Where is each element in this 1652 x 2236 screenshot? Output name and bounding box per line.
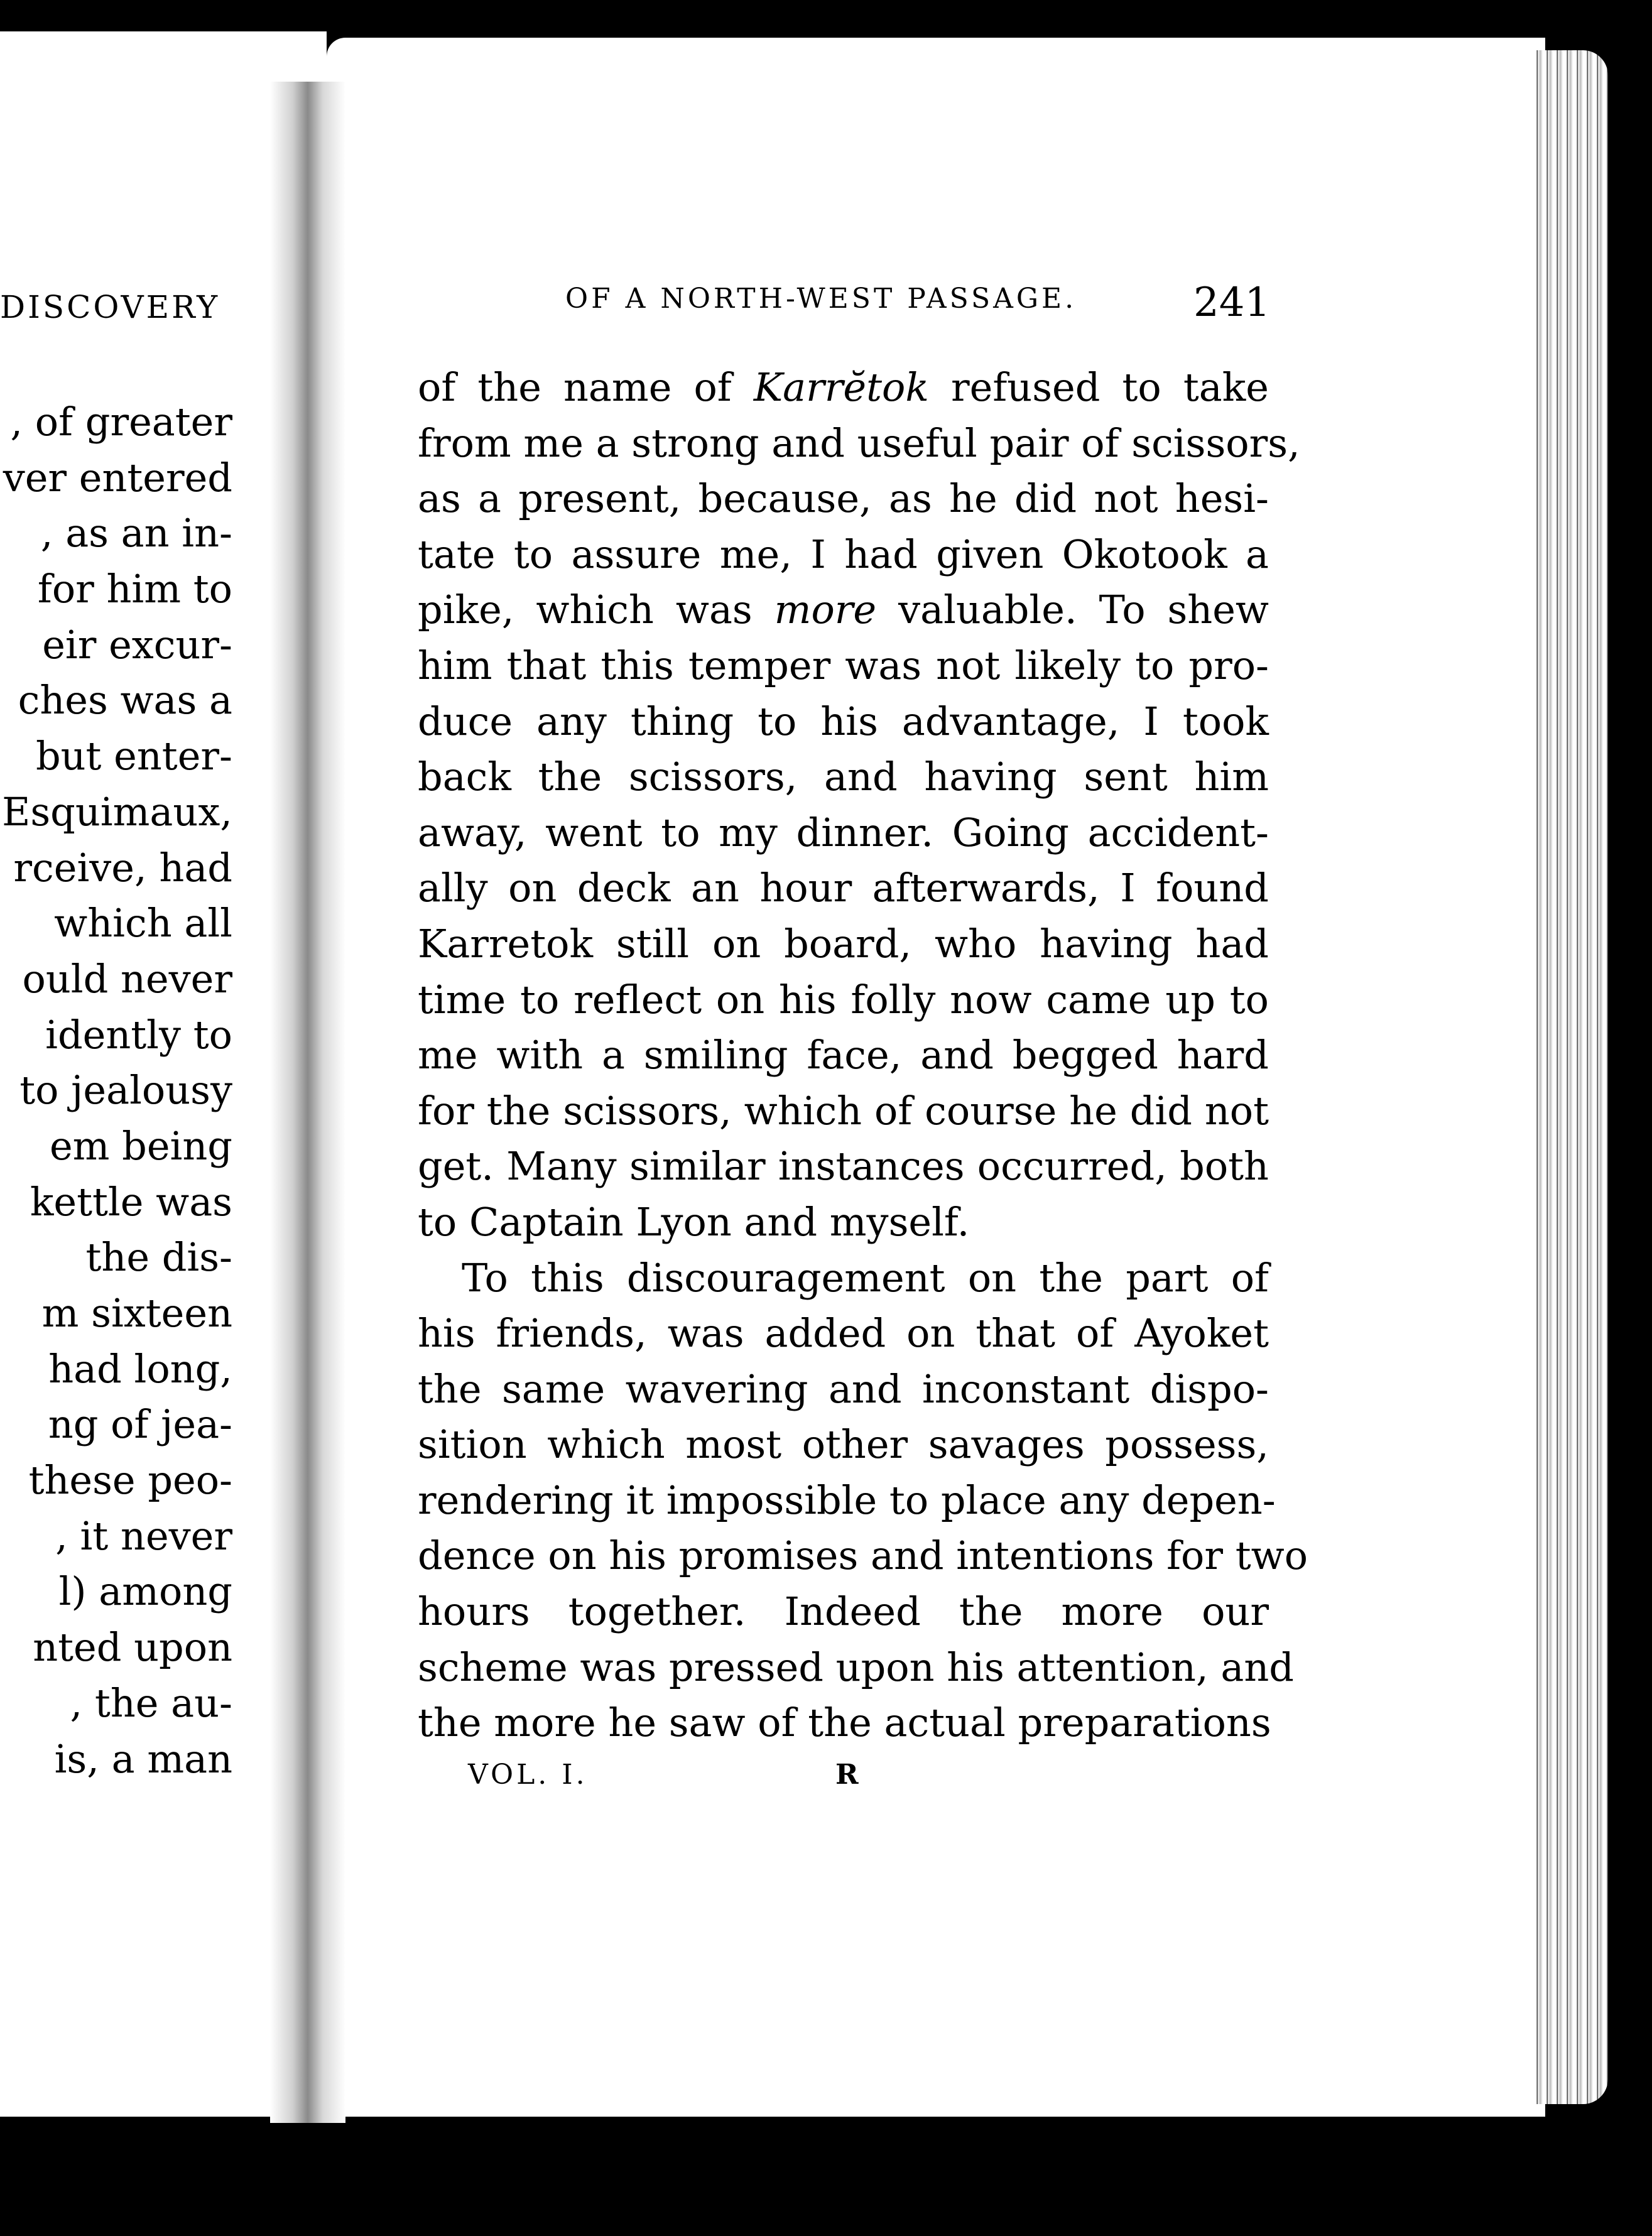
left-text-line: the dis- — [85, 1234, 232, 1281]
left-text-line: nted upon — [33, 1624, 232, 1671]
text-run: from me a strong and useful pair of scissors, — [418, 420, 1300, 466]
text-line — [418, 694, 1269, 750]
text-line — [418, 1306, 1269, 1362]
left-text-line: ches was a — [18, 677, 232, 724]
text-run: of the name of — [418, 364, 754, 410]
text-line — [418, 1584, 1269, 1640]
text-line — [418, 860, 1269, 916]
left-text-line: for him to — [37, 566, 232, 612]
text-run: him that this temper was not likely to pro- — [418, 642, 1269, 688]
left-text-line: , as an in- — [40, 510, 232, 556]
volume-signature: VOL. I. — [468, 1759, 588, 1791]
text-run: Karretok still on board, who having had — [418, 920, 1269, 967]
text-line — [418, 1251, 1269, 1306]
text-run: get. Many similar instances occurred, both — [418, 1143, 1269, 1190]
left-text-line: Esquimaux, — [2, 788, 232, 835]
left-text-line: which all — [54, 900, 232, 947]
left-text-line: eir excur- — [42, 621, 232, 668]
left-text-line: had long, — [48, 1345, 232, 1392]
text-line — [418, 1195, 1269, 1251]
text-line — [418, 1362, 1269, 1418]
left-text-line: , the au- — [70, 1680, 232, 1726]
text-run: To this discouragement on the part of — [462, 1254, 1269, 1301]
text-run: hours together. Indeed the more our — [418, 1588, 1269, 1635]
text-line — [418, 916, 1269, 972]
text-run: his friends, was added on that of Ayoket — [418, 1310, 1269, 1357]
italic-word: more — [774, 587, 877, 633]
text-run: the more he saw of the actual preparations — [418, 1700, 1271, 1746]
page-number: 241 — [1193, 280, 1271, 326]
left-text-line: rceive, had — [13, 844, 232, 891]
left-text-line: , it never — [55, 1512, 232, 1559]
left-text-line: to jealousy — [19, 1067, 232, 1114]
left-text-line: but enter- — [35, 733, 232, 779]
text-line — [418, 1083, 1269, 1139]
text-line — [418, 360, 1269, 416]
text-line — [418, 1417, 1269, 1473]
text-line — [418, 471, 1269, 527]
left-text-line: is, a man — [54, 1735, 232, 1782]
text-line — [418, 972, 1269, 1028]
text-line — [418, 805, 1269, 861]
text-line — [418, 749, 1269, 805]
book-gutter — [270, 82, 345, 2123]
left-text-line: m sixteen — [41, 1290, 232, 1336]
text-run: dence on his promises and intentions for two — [418, 1533, 1308, 1579]
text-run: as a present, because, as he did not hesi- — [418, 475, 1269, 522]
text-line — [418, 1028, 1269, 1083]
text-run: sition which most other savages possess, — [418, 1421, 1269, 1468]
text-line — [418, 527, 1269, 583]
text-line — [418, 1695, 1269, 1751]
text-run: away, went to my dinner. Going accident- — [418, 809, 1269, 855]
running-head: OF A NORTH-WEST PASSAGE. — [565, 283, 1077, 315]
left-text-line: ng of jea- — [48, 1401, 232, 1448]
left-text-column — [0, 394, 232, 1787]
text-run: valuable. To shew — [876, 587, 1269, 633]
text-line — [418, 1473, 1276, 1529]
text-line — [418, 416, 1300, 472]
left-text-line: idently to — [45, 1011, 232, 1058]
text-run: refused to take — [928, 364, 1269, 410]
left-text-line: em being — [49, 1122, 232, 1169]
text-run: time to reflect on his folly now came up to — [418, 976, 1269, 1023]
left-running-head: DISCOVERY — [0, 289, 220, 325]
text-run: me with a smiling face, and begged hard — [418, 1032, 1269, 1078]
text-run: duce any thing to his advantage, I took — [418, 698, 1269, 744]
text-run: scheme was pressed upon his attention, and — [418, 1644, 1294, 1690]
text-run: to Captain Lyon and myself. — [418, 1198, 970, 1245]
text-run: for the scissors, which of course he did not — [418, 1087, 1269, 1134]
left-text-line: kettle was — [30, 1178, 232, 1225]
text-line — [418, 638, 1269, 694]
signature-letter: R — [835, 1759, 859, 1791]
text-run: the same wavering and inconstant dispo- — [418, 1365, 1269, 1412]
italic-word: Karrĕtok — [753, 364, 929, 410]
text-line — [418, 1139, 1269, 1195]
text-run: rendering it impossible to place any depen- — [418, 1477, 1276, 1523]
text-line — [418, 582, 1269, 638]
text-line — [418, 1640, 1294, 1696]
left-text-line: these peo- — [28, 1457, 232, 1504]
left-text-line: l) among — [58, 1568, 232, 1615]
text-run: back the scissors, and having sent him — [418, 754, 1269, 800]
left-text-line: , of greater — [10, 399, 232, 445]
page-fore-edge — [1533, 50, 1608, 2104]
text-run: pike, which was — [418, 587, 774, 633]
text-line — [418, 1528, 1308, 1584]
left-text-line: ver entered — [3, 454, 232, 501]
text-run: tate to assure me, I had given Okotook a — [418, 531, 1269, 577]
body-text — [418, 360, 1308, 1751]
left-text-line: ould never — [22, 955, 232, 1002]
text-run: ally on deck an hour afterwards, I found — [418, 865, 1269, 911]
